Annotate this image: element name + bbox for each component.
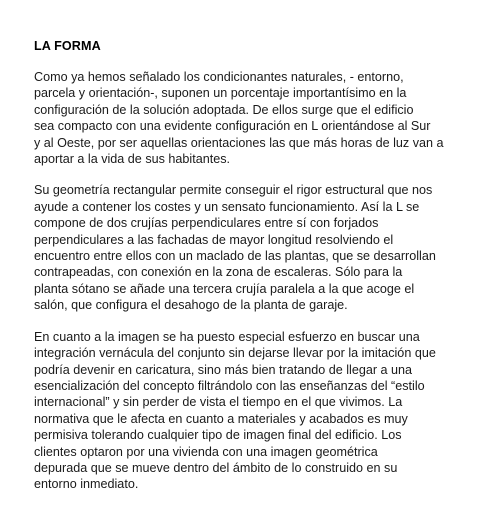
paragraph-line: Su geometría rectangular permite conseguir el rigor estructural que nos [34,183,433,198]
paragraph-line: entorno inmediato. [34,477,139,492]
paragraph-line: contrapeadas, con conexión en la zona de escaleras. Sólo para la [34,265,403,280]
paragraph-1 [34,69,474,167]
paragraph-line: configuración de la solución adoptada. De ellos surge que el edificio [34,102,414,117]
paragraph-2 [34,182,474,313]
section-heading: LA FORMA [34,39,101,53]
paragraph-line: Como ya hemos señalado los condicionantes naturales, - entorno, [34,70,404,84]
paragraph-line: encuentro entre ellos con un maclado de las plantas, que se desarrollan [34,249,436,264]
paragraph-line: clientes optaron por una vivienda con una imagen geométrica [34,444,378,459]
paragraph-line: depurada que se mueve dentro del ámbito de lo construido en su [34,460,398,475]
paragraph-line: integración vernácula del conjunto sin dejarse llevar por la imitación que [34,346,436,361]
paragraph-line: planta sótano se añade una tercera crujía paralela a la que acoge el [34,281,415,296]
paragraph-line: compone de dos crujías perpendiculares entre sí con forjados [34,216,379,231]
paragraph-line: y al Oeste, por ser aquellas orientaciones las que más horas de luz van a [34,135,444,150]
paragraph-line: aportar a la vida de sus habitantes. [34,152,231,167]
document-page [34,38,474,508]
paragraph-line: normativa que le afecta en cuanto a materiales y acabados es muy [34,411,408,426]
paragraph-3 [34,329,474,493]
paragraph-line: sea compacto con una evidente configuración en L orientándose al Sur [34,119,431,134]
paragraph-line: ayude a contener los costes y un sensato funcionamiento. Así la L se [34,199,420,214]
paragraph-line: esencialización del concepto filtrándolo con las enseñanzas del “estilo [34,378,425,393]
paragraph-line: podría devenir en caricatura, sino más bien tratando de llegar a una [34,362,413,377]
paragraph-line: salón, que configura el desahogo de la planta de garaje. [34,298,348,313]
paragraph-line: perpendiculares a las fachadas de mayor longitud resolviendo el [34,232,394,247]
paragraph-line: parcela y orientación-, suponen un porcentaje importantísimo en la [34,86,407,101]
paragraph-line: En cuanto a la imagen se ha puesto especial esfuerzo en buscar una [34,329,420,344]
paragraph-line: permisiva tolerando cualquier tipo de imagen final del edificio. Los [34,428,402,443]
paragraph-line: internacional” y sin perder de vista el tiempo en el que vivimos. La [34,395,403,410]
